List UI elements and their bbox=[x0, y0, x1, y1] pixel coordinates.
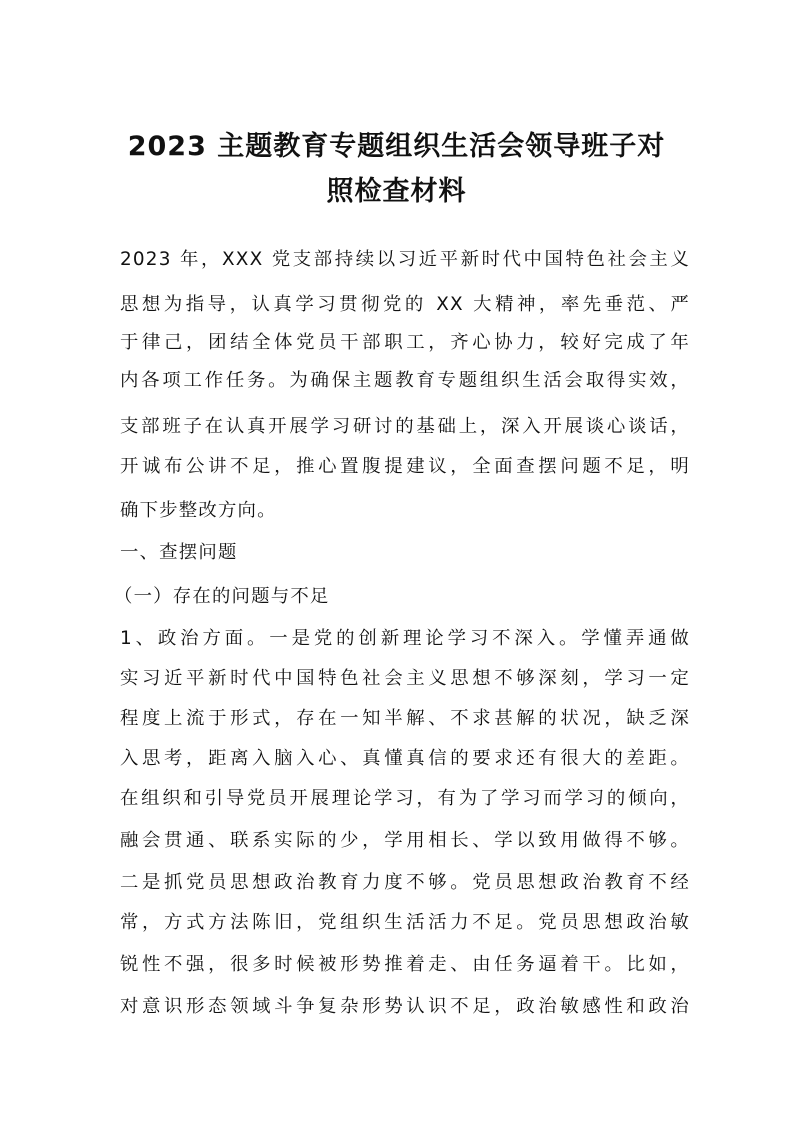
document-title-line-1: 2023 主题教育专题组织生活会领导班子对 bbox=[127, 131, 666, 162]
body-line-8: 1、政治方面。一是党的创新理论学习不深入。学懂弄通做 bbox=[120, 628, 690, 649]
body-line-13: 融会贯通、联系实际的少，学用相长、学以致用做得不够。 bbox=[120, 830, 690, 851]
body-line-6: 开诚布公讲不足，推心置腹提建议，全面查摆问题不足，明 bbox=[120, 456, 690, 477]
section-heading-1: 一、查摆问题 bbox=[120, 542, 238, 563]
body-line-11: 入思考，距离入脑入心、真懂真信的要求还有很大的差距。 bbox=[120, 748, 690, 769]
body-line-3: 于律己，团结全体党员干部职工，齐心协力，较好完成了年 bbox=[120, 332, 690, 353]
body-line-9: 实习近平新时代中国特色社会主义思想不够深刻，学习一定 bbox=[120, 668, 690, 689]
subsection-heading-1: （一）存在的问题与不足 bbox=[114, 586, 330, 607]
body-line-15: 常，方式方法陈旧，党组织生活活力不足。党员思想政治敏 bbox=[120, 912, 690, 933]
body-line-5: 支部班子在认真开展学习研讨的基础上，深入开展谈心谈话， bbox=[120, 416, 690, 437]
body-line-4: 内各项工作任务。为确保主题教育专题组织生活会取得实效， bbox=[120, 370, 690, 391]
body-line-1: 2023 年，XXX 党支部持续以习近平新时代中国特色社会主义 bbox=[120, 249, 690, 270]
body-line-10: 程度上流于形式，存在一知半解、不求甚解的状况，缺乏深 bbox=[120, 708, 690, 729]
body-line-14: 二是抓党员思想政治教育力度不够。党员思想政治教育不经 bbox=[120, 872, 690, 893]
body-line-16: 锐性不强，很多时候被形势推着走、由任务逼着干。比如， bbox=[120, 954, 690, 975]
document-title-line-2: 照检查材料 bbox=[326, 176, 467, 207]
body-line-2: 思想为指导，认真学习贯彻党的 XX 大精神，率先垂范、严 bbox=[120, 294, 690, 315]
body-line-12: 在组织和引导党员开展理论学习，有为了学习而学习的倾向， bbox=[120, 788, 690, 809]
body-line-7: 确下步整改方向。 bbox=[120, 500, 277, 521]
body-line-17: 对意识形态领域斗争复杂形势认识不足，政治敏感性和政治 bbox=[120, 996, 690, 1017]
